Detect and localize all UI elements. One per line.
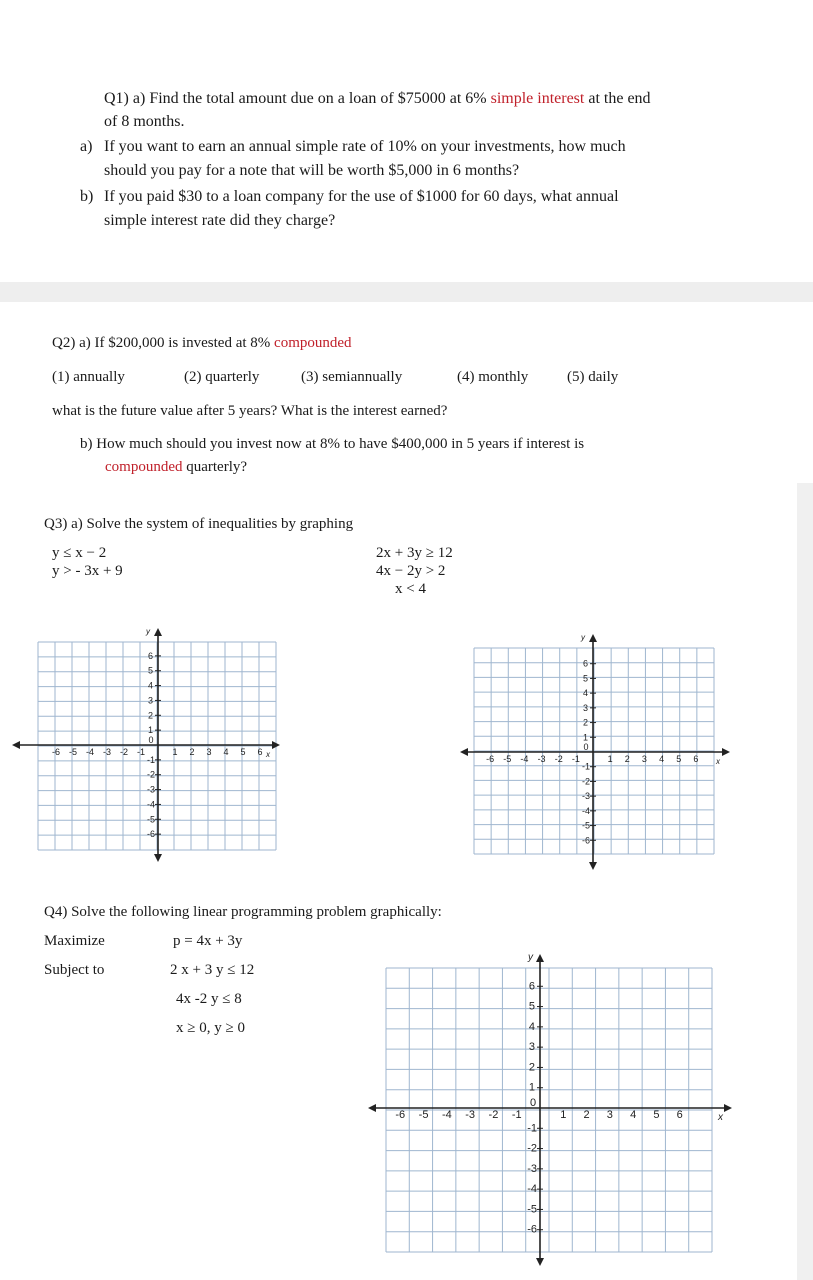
x-tick-label: -5 — [68, 747, 78, 757]
y-tick-label: -2 — [146, 769, 155, 780]
q1b-line2: simple interest rate did they charge? — [104, 212, 336, 229]
q1a-line2: should you pay for a note that will be worth $5,000 in 6 months? — [104, 162, 520, 179]
x-tick-label: -2 — [554, 754, 563, 764]
x-tick-label: 3 — [606, 1109, 613, 1121]
x-tick-label: 6 — [676, 1109, 683, 1121]
q4-constraint-3: x ≥ 0, y ≥ 0 — [176, 1020, 245, 1036]
scroll-sidebar[interactable] — [797, 483, 813, 1280]
x-tick-label: -4 — [520, 754, 529, 764]
q2-option-3: (3) semiannually — [301, 369, 403, 385]
x-tick-label: -3 — [102, 747, 112, 757]
x-tick-label: -1 — [571, 754, 580, 764]
x-tick-label: 1 — [172, 747, 178, 757]
q2-option-1: (1) annually — [52, 369, 125, 385]
q2-option-2: (2) quarterly — [184, 369, 260, 385]
y-tick-label: 1 — [528, 1081, 535, 1094]
page-separator — [0, 282, 813, 302]
x-tick-label: -5 — [503, 754, 512, 764]
origin-label: 0 — [583, 742, 589, 752]
x-tick-label: -4 — [85, 747, 95, 757]
q4-subject-label: Subject to — [44, 962, 105, 978]
q3-right-ineq-3: x < 4 — [395, 581, 426, 597]
x-axis-arrow-left-icon — [12, 741, 20, 749]
y-tick-label: -5 — [527, 1203, 537, 1216]
y-tick-label: 3 — [147, 695, 153, 706]
graph-q3-right — [460, 630, 732, 870]
q2-option-4: (4) monthly — [457, 369, 529, 385]
x-tick-label: 5 — [676, 754, 682, 764]
x-tick-label: 2 — [583, 1109, 590, 1121]
x-tick-label: 5 — [653, 1109, 660, 1121]
x-axis-arrow-left-icon — [460, 748, 468, 756]
y-tick-label: 5 — [582, 673, 588, 684]
y-tick-label: -2 — [527, 1142, 537, 1155]
q4-title: Q4) Solve the following linear programming problem graphically: — [44, 904, 442, 920]
q3-left-ineq-1: y ≤ x − 2 — [52, 545, 107, 561]
q4-constraint-1: 2 x + 3 y ≤ 12 — [170, 962, 255, 978]
q4-objective: p = 4x + 3y — [173, 933, 243, 949]
q2-line1 — [52, 334, 352, 353]
x-axis-arrow-left-icon — [368, 1104, 376, 1112]
y-tick-label: -1 — [581, 761, 590, 772]
x-tick-label: 4 — [630, 1109, 637, 1121]
y-tick-label: 2 — [582, 717, 588, 728]
y-axis-label: y — [528, 952, 533, 963]
y-tick-label: -1 — [527, 1122, 537, 1135]
y-axis-arrow-icon — [536, 954, 544, 962]
q2-compounded: compounded — [274, 335, 352, 351]
x-tick-label: 6 — [693, 754, 699, 764]
graph-q3-left — [12, 627, 282, 862]
y-tick-label: 3 — [528, 1041, 535, 1054]
origin-label: 0 — [529, 1097, 537, 1109]
y-tick-label: 4 — [147, 680, 153, 691]
y-tick-label: -6 — [527, 1223, 537, 1236]
q4-maximize-label: Maximize — [44, 933, 105, 949]
x-tick-label: -1 — [511, 1109, 522, 1121]
q2-question: what is the future value after 5 years? What is the interest earned? — [52, 403, 448, 419]
x-tick-label: -6 — [395, 1109, 406, 1121]
y-tick-label: 1 — [582, 732, 588, 743]
x-tick-label: -6 — [486, 754, 495, 764]
x-tick-label: -6 — [51, 747, 61, 757]
y-axis-arrow-down-icon — [154, 854, 162, 862]
y-tick-label: -3 — [527, 1162, 537, 1175]
x-tick-label: 1 — [607, 754, 613, 764]
y-tick-label: -4 — [527, 1183, 537, 1196]
x-tick-label: -1 — [136, 747, 146, 757]
y-tick-label: -2 — [581, 776, 590, 787]
x-axis-label: x — [718, 1112, 723, 1123]
q2b-line1: b) How much should you invest now at 8% to have $400,000 in 5 years if interest is — [80, 436, 585, 452]
y-tick-label: -3 — [146, 784, 155, 795]
x-tick-label: 2 — [189, 747, 195, 757]
q2-line1-text: Q2) a) If $200,000 is invested at 8% — [52, 335, 275, 351]
x-tick-label: -5 — [418, 1109, 429, 1121]
y-tick-label: 4 — [528, 1020, 535, 1033]
x-tick-label: -2 — [488, 1109, 499, 1121]
q3-right-ineq-2: 4x − 2y > 2 — [376, 563, 446, 579]
q4-constraint-2: 4x -2 y ≤ 8 — [176, 991, 242, 1007]
x-tick-label: -2 — [119, 747, 129, 757]
q2-option-5: (5) daily — [567, 369, 619, 385]
y-tick-label: 1 — [147, 725, 153, 736]
y-axis-label: y — [146, 627, 150, 636]
y-tick-label: 5 — [147, 665, 153, 676]
x-axis-label: x — [716, 757, 720, 766]
x-tick-label: 4 — [659, 754, 665, 764]
q3-title: Q3) a) Solve the system of inequalities by graphing — [44, 516, 354, 532]
x-tick-label: -4 — [441, 1109, 452, 1121]
q3-left-ineq-2: y > - 3x + 9 — [52, 563, 123, 579]
x-axis-label: x — [266, 750, 270, 759]
q1b-label: b) — [80, 188, 94, 205]
y-tick-label: 2 — [528, 1061, 535, 1074]
y-tick-label: -3 — [581, 791, 590, 802]
q1-line1 — [104, 89, 651, 109]
y-axis-arrow-icon — [154, 628, 162, 636]
q2b-quarterly: quarterly? — [182, 459, 248, 475]
y-tick-label: -4 — [581, 805, 590, 816]
x-axis-arrow-icon — [722, 748, 730, 756]
y-tick-label: 4 — [582, 688, 588, 699]
x-tick-label: 5 — [240, 747, 246, 757]
q1-simple-interest: simple interest — [490, 90, 585, 107]
grid-lines — [386, 968, 712, 1252]
y-tick-label: -4 — [146, 799, 155, 810]
y-tick-label: -1 — [146, 754, 155, 765]
x-tick-label: -3 — [465, 1109, 476, 1121]
y-tick-label: 6 — [147, 650, 153, 661]
y-axis-arrow-down-icon — [589, 862, 597, 870]
y-tick-label: 5 — [528, 1000, 535, 1013]
y-tick-label: 3 — [582, 702, 588, 713]
y-tick-label: 2 — [147, 710, 153, 721]
x-axis-arrow-icon — [724, 1104, 732, 1112]
q1-line2: of 8 months. — [104, 113, 185, 130]
x-tick-label: -3 — [537, 754, 546, 764]
x-tick-label: 3 — [641, 754, 647, 764]
y-tick-label: -6 — [581, 835, 590, 846]
y-tick-label: 6 — [582, 658, 588, 669]
x-tick-label: 1 — [560, 1109, 567, 1121]
q2b-line2 — [105, 458, 247, 477]
x-tick-label: 4 — [223, 747, 229, 757]
q3-right-ineq-1: 2x + 3y ≥ 12 — [376, 545, 453, 561]
y-axis-label: y — [581, 633, 585, 642]
q1-line1-end: at the end — [584, 90, 651, 107]
origin-label: 0 — [148, 735, 154, 745]
y-tick-label: -5 — [581, 820, 590, 831]
q2b-compounded: compounded — [105, 459, 183, 475]
y-tick-label: -5 — [146, 814, 155, 825]
q1-line1-text: Q1) a) Find the total amount due on a loan of $75000 at 6% — [104, 90, 491, 107]
y-tick-label: 6 — [528, 980, 535, 993]
x-tick-label: 6 — [257, 747, 263, 757]
y-axis-arrow-down-icon — [536, 1258, 544, 1266]
y-tick-label: -6 — [146, 829, 155, 840]
y-axis-arrow-icon — [589, 634, 597, 642]
q1b-line1: If you paid $30 to a loan company for the use of $1000 for 60 days, what annual — [104, 188, 619, 205]
q1a-label: a) — [80, 138, 93, 155]
graph-q4 — [368, 948, 734, 1266]
q1a-line1: If you want to earn an annual simple rate of 10% on your investments, how much — [104, 138, 626, 155]
x-tick-label: 3 — [206, 747, 212, 757]
x-tick-label: 2 — [624, 754, 630, 764]
